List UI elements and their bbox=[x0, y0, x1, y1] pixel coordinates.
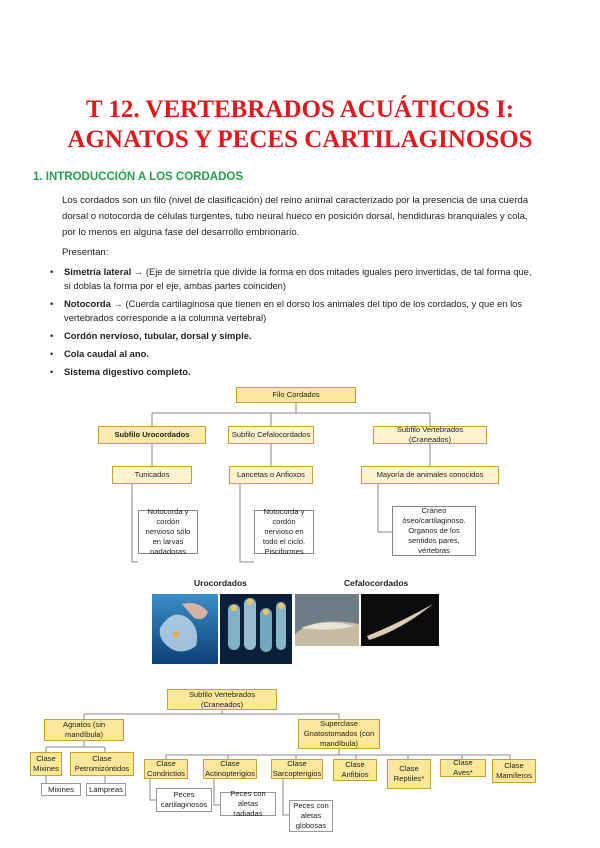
node-mixines: Mixines bbox=[41, 783, 81, 796]
presentan-label: Presentan: bbox=[62, 247, 109, 258]
caption-urocordados: Urocordados bbox=[194, 578, 247, 588]
node-clase-petromizontidos: Clase Petromizóntidos bbox=[70, 752, 134, 776]
list-item: • Simetría lateral → (Eje de simetría que divide la forma en dos mitades iguales pero invertidas, de tal forma que, si doblas la forma por el eje, ambas partes coinciden) bbox=[50, 266, 532, 291]
bullet-bold: Cola caudal al ano. bbox=[64, 348, 149, 359]
bullet-text-cont: vertebrados corresponde a la columna vertebral) bbox=[64, 312, 267, 323]
bullet-bold: Sistema digestivo completo. bbox=[64, 366, 191, 377]
bullet-bold: Cordón nervioso, tubular, dorsal y simple. bbox=[64, 330, 252, 341]
node-subfilo-vertebrados-2: Subfilo Vertebrados (Craneados) bbox=[167, 689, 277, 710]
bullet-bold: Notocorda bbox=[64, 298, 111, 309]
node-cefalocordados-desc: Notocorda y cordón nervioso en todo el ciclo. Pisciformes bbox=[254, 510, 314, 554]
title-line-2: AGNATOS Y PECES CARTILAGINOSOS bbox=[67, 126, 533, 153]
bullet-text: → (Cuerda cartilaginosa que tienen en el dorso los animales del tipo de los cordados, y que en los bbox=[110, 298, 523, 309]
node-urocordados-desc: Notocorda y cordón nervioso sólo en larvas nadadoras bbox=[138, 510, 198, 554]
list-item: • Cola caudal al ano. bbox=[50, 348, 149, 359]
node-clase-anfibios: Clase Anfibios bbox=[333, 759, 377, 781]
node-clase-aves: Clase Aves* bbox=[440, 759, 486, 777]
node-subfilo-urocordados: Subfilo Urocordados bbox=[98, 426, 206, 444]
node-filo-cordados: Filo Cordados bbox=[236, 387, 356, 403]
node-clase-reptiles: Clase Reptiles* bbox=[387, 759, 431, 789]
title-line-1: T 12. VERTEBRADOS ACUÁTICOS I: bbox=[85, 96, 515, 123]
bullet-bold: Simetría lateral bbox=[64, 266, 132, 277]
node-agnatos: Agnatos (sin mandíbula) bbox=[44, 719, 124, 741]
intro-line-1: Los cordados son un filo (nivel de clasificación) del reino animal caracterizado por la presencia de una cuerda bbox=[62, 195, 529, 206]
node-clase-mixines: Clase Mixines bbox=[30, 752, 62, 776]
node-lampreas: Lampreas bbox=[86, 783, 126, 796]
node-lancetas: Lancetas o Anfioxos bbox=[229, 466, 313, 484]
node-vertebrados-desc: Cráneo óseo/cartilaginoso. Órganos de los sentidos pares, vértebras bbox=[392, 506, 476, 556]
section-heading: 1. INTRODUCCIÓN A LOS CORDADOS bbox=[33, 171, 243, 183]
node-clase-mamiferos: Clase Mamíferos bbox=[492, 759, 536, 783]
cefalocordado-photo-2 bbox=[361, 594, 439, 646]
intro-line-3: por lo menos en alguna fase del desarrollo embrionario. bbox=[62, 227, 300, 238]
node-subfilo-vertebrados: Subfilo Vertebrados (Craneados) bbox=[373, 426, 487, 444]
list-item: • Sistema digestivo completo. bbox=[50, 366, 191, 377]
node-tunicados: Tunicados bbox=[112, 466, 192, 484]
node-gnatostomados: Superclase Gnatostomados (con mandíbula) bbox=[298, 719, 380, 749]
caption-cefalocordados: Cefalocordados bbox=[344, 578, 409, 588]
node-clase-condrictios: Clase Condrictios bbox=[144, 759, 188, 779]
bullet-text-cont: si doblas la forma por el eje, ambas partes coinciden) bbox=[64, 280, 286, 291]
node-clase-sarcopterigios: Clase Sarcopterigios bbox=[272, 759, 322, 778]
node-clase-actinopterigios: Clase Actinopterigios bbox=[203, 759, 257, 779]
bullet-text: → (Eje de simetría que divide la forma en dos mitades iguales pero invertidas, de tal forma que, bbox=[131, 266, 532, 277]
intro-line-2: dorsal o notocorda de células turgentes, tubo neural hueco en posición dorsal, hendiduras branquiales y cola, bbox=[62, 211, 528, 222]
node-peces-aletas-radiadas: Peces con aletas radiadas bbox=[220, 792, 276, 816]
urocordado-photo-1 bbox=[152, 594, 218, 664]
list-item: • Cordón nervioso, tubular, dorsal y simple. bbox=[50, 330, 252, 341]
urocordado-photo-2 bbox=[220, 594, 292, 664]
list-item: • Notocorda → (Cuerda cartilaginosa que tienen en el dorso los animales del tipo de los cordados, y que en los vertebrados corresponde a la columna vertebral) bbox=[50, 298, 523, 323]
node-peces-aletas-globosas: Peces con aletas globosas bbox=[289, 800, 333, 832]
node-subfilo-cefalocordados: Subfilo Cefalocordados bbox=[228, 426, 314, 444]
cefalocordado-photo-1 bbox=[295, 594, 359, 646]
node-mayoria: Mayoría de animales conocidos bbox=[361, 466, 499, 484]
node-peces-cartilaginosos: Peces cartilaginosos bbox=[156, 788, 212, 812]
